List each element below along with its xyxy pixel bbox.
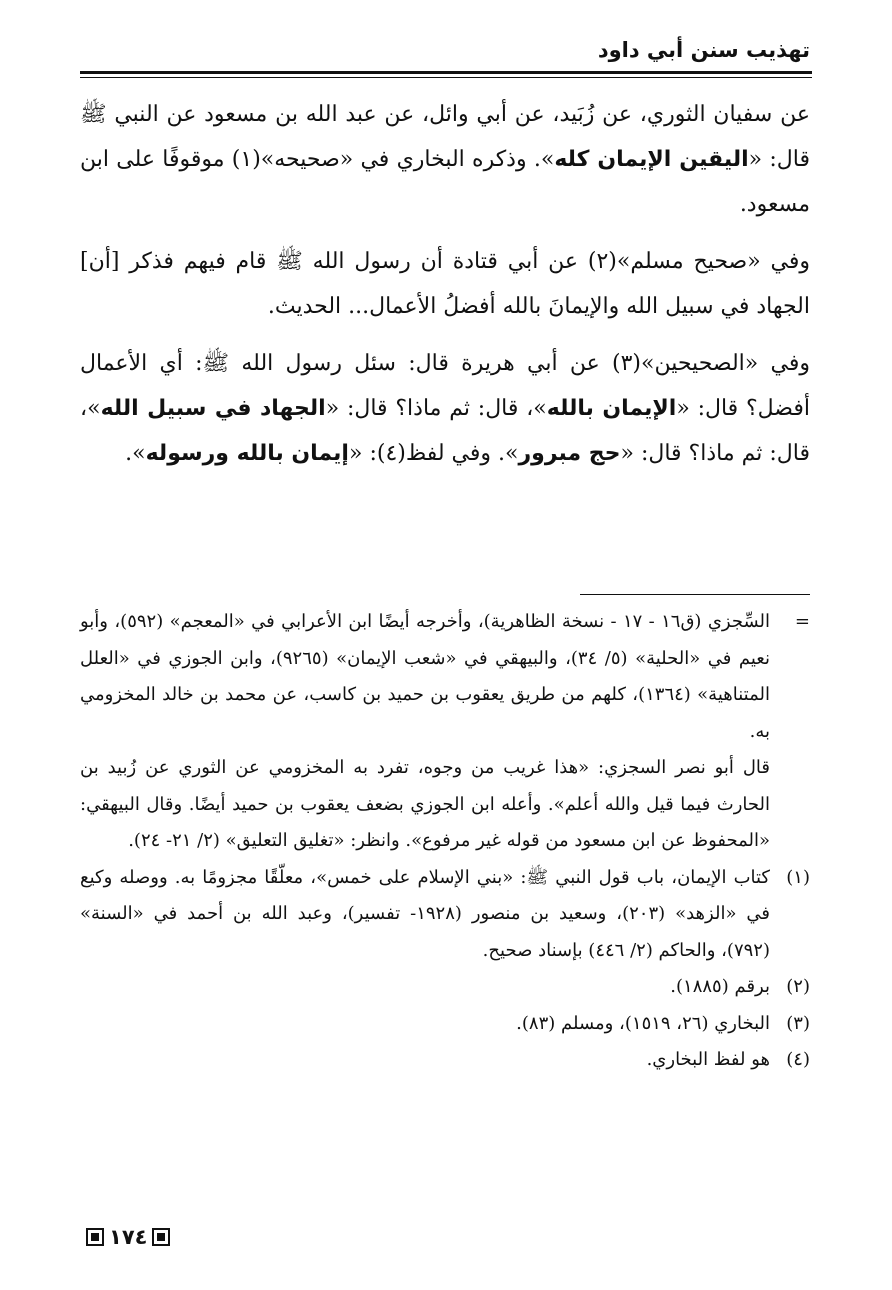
paragraph-1: عن سفيان الثوري، عن زُبَيد، عن أبي وائل، عن عبد الله بن مسعود عن النبي ﷺ قال: «اليقين الإيمان كله». وذكره البخاري في «صحيحه»(١) موقوفًا على ابن مسعود. [80,102,811,217]
paragraph-3: وفي «الصحيحين»(٣) عن أبي هريرة قال: سئل رسول الله ﷺ: أي الأعمال أفضل؟ قال: «الإيمان بالله»، قال: ثم ماذا؟ قال: «الجهاد في سبيل الله»، قال: ثم ماذا؟ قال: «حج مبرور». وفي لفظ(٤): «إيمان بالله ورسوله». [80,351,811,466]
footnote-marker: (٤) [786,1049,810,1070]
footnotes [80,604,810,1079]
square-ornament-icon [152,1228,170,1246]
bold-quote: إيمان بالله ورسوله [145,441,349,466]
footnote-1 [80,860,810,970]
footnote-3 [80,1006,810,1043]
footnote-text: برقم (١٨٨٥). [670,976,770,997]
bold-quote: الجهاد في سبيل الله [100,396,326,421]
header-rule-thick [80,71,812,74]
footnote-marker: (٢) [786,976,810,997]
footnote-continuation [80,604,810,860]
footnote-continuation-text-1: السِّجزي (ق١٦ - ١٧ - نسخة الظاهرية)، وأخرجه أيضًا ابن الأعرابي في «المعجم» (٥٩٢)، وأبو نعيم في «الحلية» (٥/ ٣٤)، والبيهقي في «شعب الإيمان» (٩٢٦٥)، وابن الجوزي في «العلل المتناهية» (١٣٦٤)، كلهم من طريق يعقوب بن حميد بن كاسب، عن محمد بن خالد المخزومي به. [80,611,770,742]
paragraph-2: وفي «صحيح مسلم»(٢) عن أبي قتادة أن رسول الله ﷺ قام فيهم فذكر [أن] الجهاد في سبيل الله والإيمانَ بالله أفضلُ الأعمال... الحديث. [80,249,810,319]
footnote-marker: (٣) [786,1012,810,1034]
bold-quote: اليقين الإيمان كله [554,147,749,172]
bold-quote: الإيمان بالله [546,396,677,421]
header-rule-thin [80,77,812,78]
footnote-4 [80,1042,810,1079]
main-text [80,92,810,488]
bold-quote: حج مبرور [518,441,621,466]
page-number-block [86,1225,170,1249]
footnote-separator [580,594,810,595]
footnote-text: البخاري (٢٦، ١٥١٩)، ومسلم (٨٣). [516,1012,770,1034]
page-number: ١٧٤ [109,1225,148,1249]
running-header-title: تهذيب سنن أبي داود [597,38,810,62]
continuation-mark: = [794,611,810,632]
footnote-text: هو لفظ البخاري. [646,1049,770,1070]
footnote-continuation-text-2: قال أبو نصر السجزي: «هذا غريب من وجوه، تفرد به المخزومي عن الثوري عن زُبيد بن الحارث فيما قيل والله أعلم». وأعله ابن الجوزي بضعف يعقوب بن حميد أيضًا. وقال البيهقي: «المحفوظ عن ابن مسعود من قوله غير مرفوع». وانظر: «تغليق التعليق» (٢/ ٢١- ٢٤). [80,757,770,851]
footnote-2 [80,969,810,1006]
square-ornament-icon [86,1228,104,1246]
footnote-marker: (١) [786,866,810,888]
footnote-text: كتاب الإيمان، باب قول النبي ﷺ: «بني الإسلام على خمس»، معلّقًا مجزومًا به. ووصله وكيع في «الزهد» (٢٠٣)، وسعيد بن منصور (١٩٢٨- تفسير)، وعبد الله بن أحمد في «السنة» (٧٩٢)، والحاكم (٢/ ٤٤٦) بإسناد صحيح. [80,866,770,961]
